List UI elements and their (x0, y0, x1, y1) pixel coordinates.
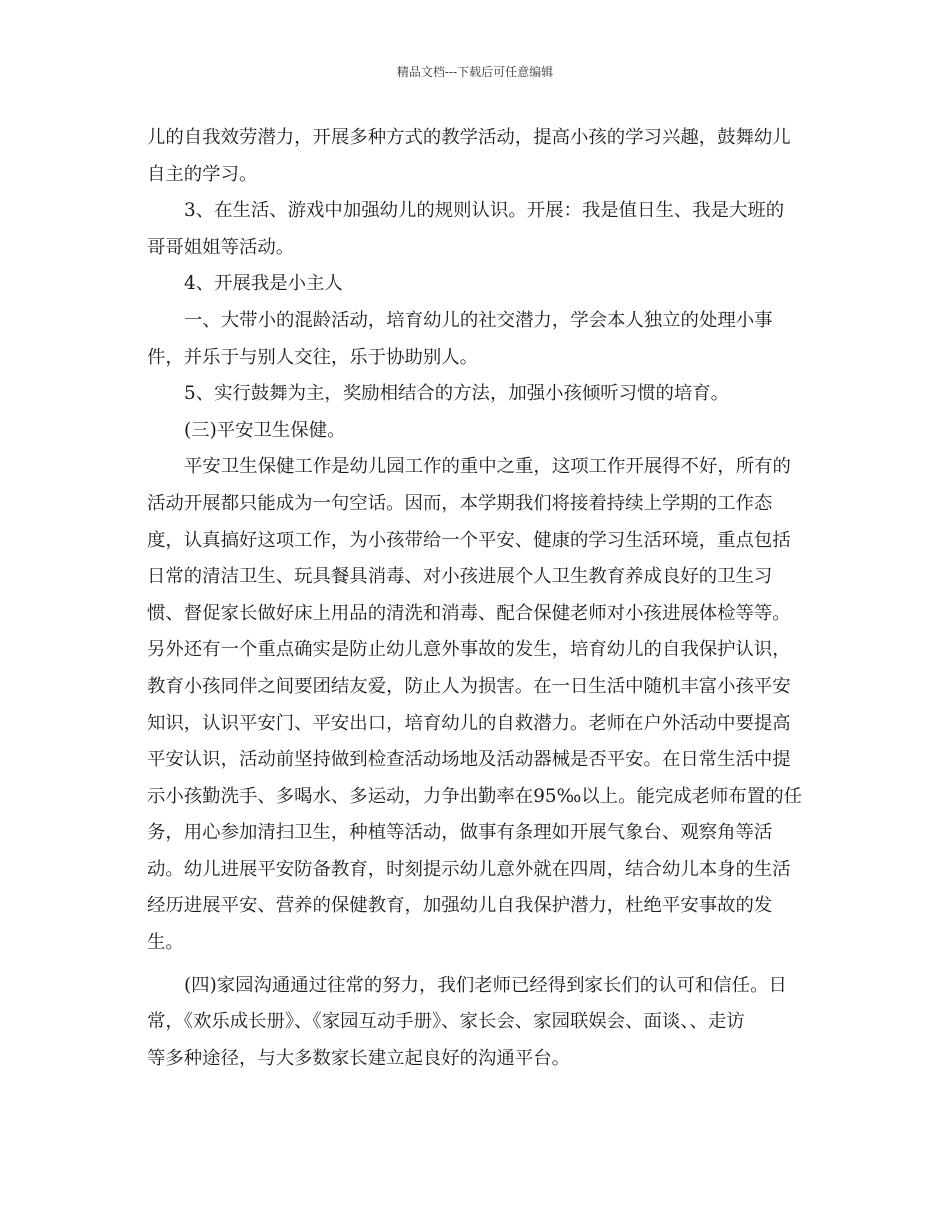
page-header: 精品文档---下载后可任意编辑 (396, 65, 554, 79)
text-line: 日常的清洁卫生、玩具餐具消毒、对小孩进展个人卫生教育养成良好的卫生习 (147, 566, 773, 588)
text-line: 知识，认识平安门、平安出口，培育幼儿的自救潜力。老师在户外活动中要提高 (147, 712, 791, 734)
text-line: 惯、督促家长做好床上用品的清洗和消毒、配合保健老师对小孩进展体检等等。 (147, 602, 791, 624)
text-line: 件，并乐于与别人交往，乐于协助别人。 (147, 346, 479, 368)
document-body (147, 120, 812, 1077)
text-line: 5、实行鼓舞为主，奖励相结合的方法，加强小孩倾听习惯的培育。 (184, 383, 730, 405)
text-line: 哥哥姐姐等活动。 (147, 236, 295, 258)
text-line: 常，《欢乐成长册》、《家园互动手册》、家长会、家园联娱会、面谈、、走访 (147, 1011, 745, 1033)
text-line: 务，用心参加清扫卫生，种植等活动，做事有条理如开展气象台、观察角等活 (147, 822, 773, 844)
text-line: 度，认真搞好这项工作，为小孩带给一个平安、健康的学习生活环境，重点包括 (147, 529, 791, 551)
text-line: 生。 (147, 932, 184, 954)
section-heading: (四)家园沟通通过往常的努力，我们老师已经得到家长们的认可和信任。日 (184, 974, 787, 996)
text-line: 一、大带小的混龄活动，培育幼儿的社交潜力，学会本人独立的处理小事 (184, 309, 773, 331)
section-heading: (三)平安卫生保健。 (184, 419, 346, 441)
text-line: 动。幼儿进展平安防备教育，时刻提示幼儿意外就在四周，结合幼儿本身的生活 (147, 858, 791, 880)
text-line: 另外还有一个重点确实是防止幼儿意外事故的发生，培育幼儿的自我保护认识， (147, 639, 791, 661)
text-line: 等多种途径，与大多数家长建立起良好的沟通平台。 (147, 1047, 570, 1069)
text-line: 4、开展我是小主人 (184, 273, 343, 295)
text-line: 儿的自我效劳潜力，开展多种方式的教学活动，提高小孩的学习兴趣，鼓舞幼儿 (147, 127, 791, 148)
text-line: 经历进展平安、营养的保健教育，加强幼儿自我保护潜力，杜绝平安事故的发 (147, 895, 773, 917)
text-line: 示小孩勤洗手、多喝水、多运动，力争出勤率在95‰以上。能完成老师布置的任 (147, 785, 802, 807)
text-line: 活动开展都只能成为一句空话。因而，本学期我们将接着持续上学期的工作态 (147, 492, 773, 514)
text-line: 平安卫生保健工作是幼儿园工作的重中之重，这项工作开展得不好，所有的 (184, 456, 791, 478)
text-line: 3、在生活、游戏中加强幼儿的规则认识。开展：我是值日生、我是大班的 (184, 200, 785, 222)
text-line: 自主的学习。 (147, 163, 258, 185)
text-line: 教育小孩同伴之间要团结友爱，防止人为损害。在一日生活中随机丰富小孩平安 (147, 675, 791, 697)
text-line: 平安认识，活动前坚持做到检查活动场地及活动器械是否平安。在日常生活中提 (147, 749, 791, 771)
